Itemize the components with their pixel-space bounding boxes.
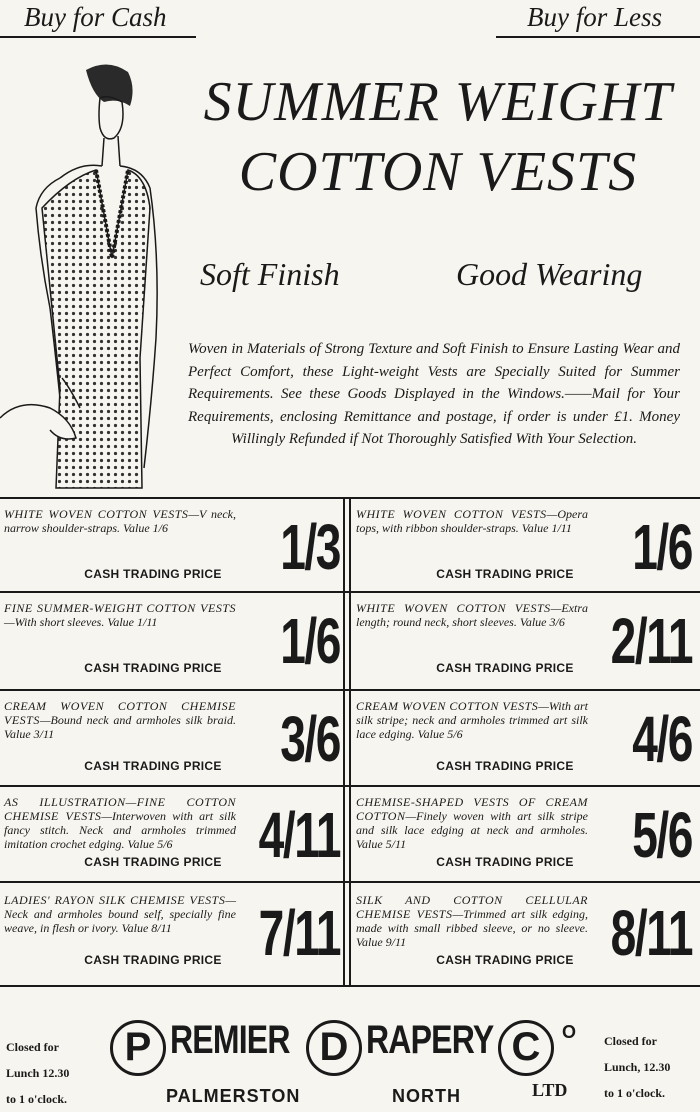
slogan-buy-for-less: Buy for Less bbox=[527, 2, 662, 32]
cash-trading-price-label: CASH TRADING PRICE bbox=[84, 661, 222, 675]
logo-letter-d: D bbox=[306, 1020, 362, 1076]
cash-trading-price-label: CASH TRADING PRICE bbox=[436, 661, 574, 675]
item-details: —Opera tops, with ribbon shoulder-straps. Value 1/11 bbox=[356, 507, 588, 535]
item-price: 2/11 bbox=[610, 605, 692, 677]
item-card bbox=[0, 885, 346, 981]
town-north: NORTH bbox=[392, 1086, 461, 1106]
premier-drapery-logo bbox=[110, 1016, 590, 1086]
item-details: —Finely woven with art silk stripe and silk lace edging at neck and armholes. Value 5/11 bbox=[356, 809, 588, 851]
lunch-closing-note-left: Closed for Lunch 12.30 to 1 o'clock. bbox=[6, 1040, 70, 1106]
item-details: —Interwoven with art silk fancy stitch. Neck and armholes trimmed imitation crochet edging. Value 5/6 bbox=[4, 809, 236, 851]
intro-paragraph: Woven in Materials of Strong Texture and Soft Finish to Ensure Lasting Wear and Perfect Comfort, these Light-weight Vests are Specially Suited for Summer Requirements. See these Goods Displayed in the Windows.——Mail for Your Requirements, enclosing Remittance and postage, if order is under £1. Money Willingly Refunded if Not Thoroughly Satisfied With Your Selection. bbox=[188, 341, 680, 447]
slogan-underline-right bbox=[496, 36, 700, 38]
item-details: —Bound neck and armholes silk braid. Value 3/11 bbox=[4, 713, 236, 741]
cash-trading-price-label: CASH TRADING PRICE bbox=[84, 953, 222, 967]
item-title: CREAM WOVEN COTTON CHEMISE VESTS bbox=[4, 699, 236, 727]
cash-trading-price-label: CASH TRADING PRICE bbox=[436, 567, 574, 581]
cash-trading-price-label: CASH TRADING PRICE bbox=[436, 953, 574, 967]
item-title: LADIES' RAYON SILK CHEMISE VESTS bbox=[4, 893, 226, 907]
subhead-soft-finish: Soft Finish bbox=[200, 256, 340, 292]
item-details: —With short sleeves. Value 1/11 bbox=[4, 615, 158, 629]
logo-word-rapery: RAPERY bbox=[366, 1018, 494, 1062]
logo-letter-o: O bbox=[562, 1022, 577, 1042]
headline-line-1: SUMMER WEIGHT bbox=[203, 71, 673, 133]
lunch-closing-note-right: Closed for Lunch, 12.30 to 1 o'clock. bbox=[604, 1034, 671, 1100]
item-title: CREAM WOVEN COTTON VESTS bbox=[356, 699, 539, 713]
headline-line-2: COTTON VESTS bbox=[238, 141, 638, 203]
logo-letter-c: C bbox=[498, 1020, 554, 1076]
item-card bbox=[352, 499, 698, 595]
logo-letter-p: P bbox=[110, 1020, 166, 1076]
item-title: SILK AND COTTON CELLULAR CHEMISE VESTS bbox=[356, 893, 588, 921]
item-price: 4/11 bbox=[258, 799, 340, 871]
item-details: —With art silk stripe; neck and armholes trimmed art silk lace edging. Value 5/6 bbox=[356, 699, 588, 741]
item-card bbox=[352, 593, 698, 689]
town-palmerston: PALMERSTON bbox=[166, 1086, 301, 1106]
item-card bbox=[0, 787, 346, 883]
cash-trading-price-label: CASH TRADING PRICE bbox=[84, 759, 222, 773]
cash-trading-price-label: CASH TRADING PRICE bbox=[436, 759, 574, 773]
item-price: 4/6 bbox=[632, 703, 692, 775]
slogan-underline-left bbox=[0, 36, 196, 38]
item-details: —Neck and armholes bound self, specially fine weave, in flesh or ivory. Value 8/11 bbox=[4, 893, 236, 935]
item-details: —Trimmed art silk edging, made with small ribbed sleeve, or no sleeve. Value 9/11 bbox=[356, 907, 589, 949]
item-card bbox=[0, 593, 346, 689]
cash-trading-price-label: CASH TRADING PRICE bbox=[436, 855, 574, 869]
item-details: —V neck, narrow shoulder-straps. Value 1/6 bbox=[4, 507, 236, 535]
item-title: AS ILLUSTRATION—FINE COTTON CHEMISE VESTS bbox=[4, 795, 236, 823]
item-title: FINE SUMMER-WEIGHT COTTON VESTS bbox=[4, 601, 236, 615]
item-price: 7/11 bbox=[258, 897, 340, 969]
item-card bbox=[352, 691, 698, 787]
item-price: 1/3 bbox=[280, 511, 340, 583]
item-title: WHITE WOVEN COTTON VESTS bbox=[356, 507, 547, 521]
woman-in-vest-illustration bbox=[0, 58, 180, 498]
item-price: 1/6 bbox=[280, 605, 340, 677]
item-card bbox=[0, 691, 346, 787]
slogan-buy-for-cash: Buy for Cash bbox=[24, 2, 167, 32]
logo-ltd: LTD bbox=[532, 1080, 568, 1100]
item-price: 1/6 bbox=[632, 511, 692, 583]
item-card bbox=[0, 499, 346, 595]
item-details: —Extra length; round neck, short sleeves. Value 3/6 bbox=[356, 601, 588, 629]
cash-trading-price-label: CASH TRADING PRICE bbox=[84, 567, 222, 581]
cash-trading-price-label: CASH TRADING PRICE bbox=[84, 855, 222, 869]
grid-divider bbox=[349, 497, 351, 987]
item-card bbox=[352, 885, 698, 981]
logo-word-remier: REMIER bbox=[170, 1018, 290, 1062]
subhead-good-wearing: Good Wearing bbox=[456, 256, 643, 292]
item-title: WHITE WOVEN COTTON VESTS bbox=[4, 507, 189, 521]
item-title: WHITE WOVEN COTTON VESTS bbox=[356, 601, 551, 615]
item-price: 5/6 bbox=[632, 799, 692, 871]
item-title: CHEMISE-SHAPED VESTS OF CREAM COTTON bbox=[356, 795, 588, 823]
item-price: 8/11 bbox=[610, 897, 692, 969]
item-card bbox=[352, 787, 698, 883]
item-price: 3/6 bbox=[280, 703, 340, 775]
